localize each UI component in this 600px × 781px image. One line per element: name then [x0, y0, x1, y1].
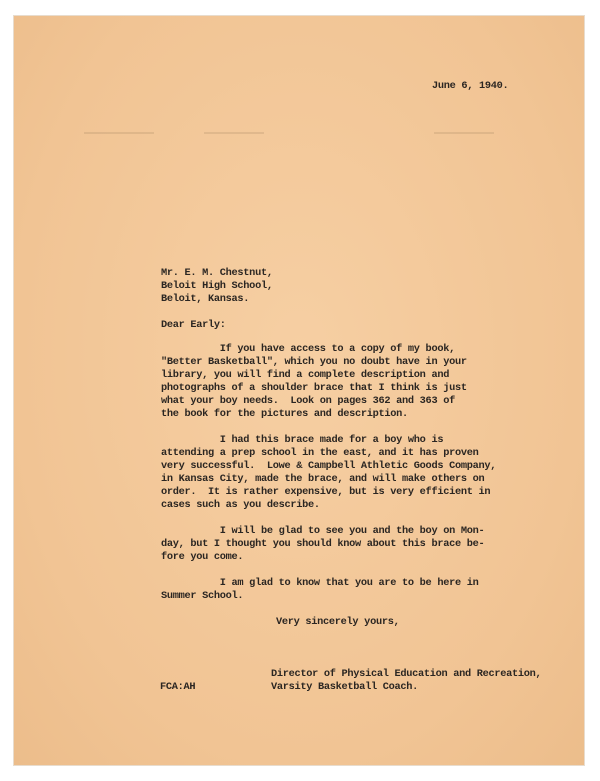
body-line: cases such as you describe.	[161, 499, 320, 511]
body-line: I will be glad to see you and the boy on Mon-	[161, 525, 485, 537]
signature-title-line: Varsity Basketball Coach.	[271, 681, 418, 693]
body-line: order. It is rather expensive, but is very efficient in	[161, 486, 491, 498]
address-line: Beloit High School,	[161, 280, 273, 292]
body-line: photographs of a shoulder brace that I think is just	[161, 382, 467, 394]
show-through-mark	[204, 132, 264, 134]
salutation: Dear Early:	[161, 319, 226, 331]
body-line: If you have access to a copy of my book,	[161, 343, 455, 355]
body-line: Summer School.	[161, 590, 244, 602]
body-line: library, you will find a complete description and	[161, 369, 450, 381]
address-line: Mr. E. M. Chestnut,	[161, 267, 273, 279]
letter-page	[14, 16, 584, 765]
address-line: Beloit, Kansas.	[161, 293, 250, 305]
reference-initials: FCA:AH	[160, 681, 196, 693]
letter-date: June 6, 1940.	[432, 80, 509, 92]
show-through-mark	[434, 132, 494, 134]
body-line: the book for the pictures and description.	[161, 408, 408, 420]
body-line: very successful. Lowe & Campbell Athletic Goods Company,	[161, 460, 497, 472]
show-through-mark	[84, 132, 154, 134]
body-line: "Better Basketball", which you no doubt have in your	[161, 356, 467, 368]
body-line: day, but I thought you should know about this brace be-	[161, 538, 485, 550]
signature-title-line: Director of Physical Education and Recreation,	[271, 668, 542, 680]
body-line: I am glad to know that you are to be here in	[161, 577, 479, 589]
body-line: I had this brace made for a boy who is	[161, 434, 444, 446]
body-line: attending a prep school in the east, and it has proven	[161, 447, 479, 459]
closing: Very sincerely yours,	[276, 616, 400, 628]
body-line: fore you come.	[161, 551, 244, 563]
body-line: in Kansas City, made the brace, and will make others on	[161, 473, 485, 485]
body-line: what your boy needs. Look on pages 362 and 363 of	[161, 395, 455, 407]
